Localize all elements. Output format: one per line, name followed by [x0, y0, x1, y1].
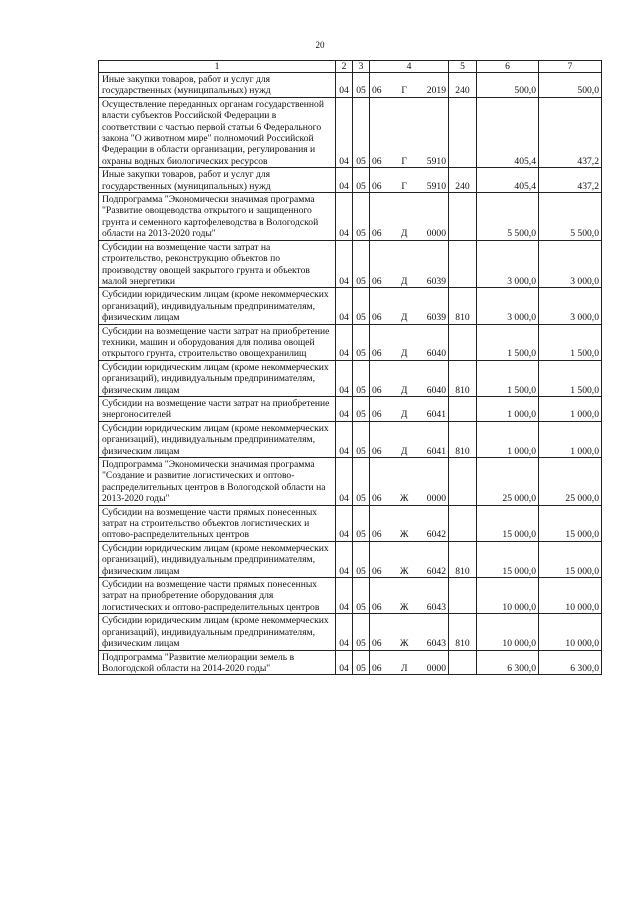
row-name-cell: Осуществление переданных органам государственной власти субъектов Российской Федерации в соответствии с частью первой статьи 6 Федерального закона "О животном мире" полномочий Российской Федерации в области организации, регулирования и охраны водных биологических ресурсов [99, 97, 336, 167]
target-article-parts [372, 181, 446, 192]
target-article-part: 6039 [426, 275, 446, 287]
target-article-cell [370, 240, 449, 288]
amount-year1-cell: 10 000,0 [477, 614, 539, 650]
amount-year2-cell: 1 000,0 [539, 396, 602, 421]
table-row [99, 505, 602, 541]
section-code-cell: 04 [336, 650, 353, 675]
target-article-part: 06 [372, 565, 382, 577]
table-row [99, 396, 602, 421]
section-code-cell: 04 [336, 505, 353, 541]
target-article-part: 06 [372, 445, 382, 457]
target-article-part: 6042 [426, 529, 446, 541]
target-article-part: Ж [399, 493, 409, 505]
amount-year1-cell: 405,4 [477, 97, 539, 167]
target-article-part: 2019 [426, 85, 446, 97]
amount-year2-cell: 1 500,0 [539, 324, 602, 360]
target-article-parts [372, 602, 446, 613]
row-name-cell: Подпрограмма "Экономически значимая программа "Развитие овощеводства открытого и защищенного грунта и семенного картофелеводства в Вологодской области на 2013-2020 годы" [99, 193, 336, 241]
expense-type-cell: 810 [449, 288, 477, 324]
amount-year1-cell: 5 500,0 [477, 193, 539, 241]
subsection-code-cell: 05 [353, 421, 370, 457]
target-article-cell [370, 193, 449, 241]
section-code-cell: 04 [336, 421, 353, 457]
amount-year2-cell: 10 000,0 [539, 578, 602, 614]
target-article-parts [372, 312, 446, 323]
header-cell: 1 [99, 61, 336, 73]
target-article-parts [372, 529, 446, 540]
target-article-cell [370, 578, 449, 614]
section-code-cell: 04 [336, 73, 353, 98]
table-row [99, 650, 602, 675]
row-name-cell: Подпрограмма "Экономически значимая программа "Создание и развитие логистических и оптово-распределительных центров в Вологодской области на 2013-2020 годы" [99, 458, 336, 506]
target-article-part: Д [400, 348, 408, 360]
target-article-parts [372, 85, 446, 96]
budget-table [98, 60, 602, 675]
target-article-parts [372, 276, 446, 287]
target-article-part: 6041 [426, 445, 446, 457]
row-name-cell: Субсидии юридическим лицам (кроме некоммерческих организаций), индивидуальным предпринимателям, физическим лицам [99, 360, 336, 396]
row-name-cell: Субсидии юридическим лицам (кроме некоммерческих организаций), индивидуальным предпринимателям, физическим лицам [99, 541, 336, 577]
target-article-part: 5910 [426, 155, 446, 167]
target-article-part: 0000 [426, 662, 446, 674]
target-article-parts [372, 566, 446, 577]
target-article-parts [372, 228, 446, 239]
target-article-cell [370, 614, 449, 650]
table-row [99, 73, 602, 98]
amount-year1-cell: 500,0 [477, 73, 539, 98]
table-row [99, 193, 602, 241]
target-article-part: 6043 [426, 638, 446, 650]
target-article-cell [370, 650, 449, 675]
target-article-part: 0000 [426, 493, 446, 505]
section-code-cell: 04 [336, 97, 353, 167]
target-article-part: 6040 [426, 384, 446, 396]
target-article-part: 6039 [426, 312, 446, 324]
amount-year1-cell: 25 000,0 [477, 458, 539, 506]
row-name-cell: Субсидии на возмещение части затрат на приобретение техники, машин и оборудования для полива овощей открытого грунта, строительство овощехранилищ [99, 324, 336, 360]
row-name-cell: Субсидии юридическим лицам (кроме некоммерческих организаций), индивидуальным предпринимателям, физическим лицам [99, 614, 336, 650]
target-article-part: 06 [372, 228, 382, 240]
row-name-cell: Субсидии на возмещение части прямых понесенных затрат на приобретение оборудования для логистических и оптово-распределительных центров [99, 578, 336, 614]
subsection-code-cell: 05 [353, 360, 370, 396]
table-row [99, 360, 602, 396]
target-article-part: 5910 [426, 180, 446, 192]
amount-year2-cell: 437,2 [539, 97, 602, 167]
target-article-part: Ж [399, 601, 409, 613]
target-article-cell [370, 73, 449, 98]
target-article-part: 06 [372, 409, 382, 421]
row-name-cell: Субсидии на возмещение части затрат на строительство, реконструкцию объектов по производству овощей закрытого грунта и объектов малой энергетики [99, 240, 336, 288]
target-article-cell [370, 360, 449, 396]
amount-year1-cell: 10 000,0 [477, 578, 539, 614]
target-article-part: Д [400, 384, 408, 396]
expense-type-cell [449, 97, 477, 167]
expense-type-cell [449, 505, 477, 541]
target-article-part: Д [400, 275, 408, 287]
row-name-cell: Субсидии юридическим лицам (кроме некоммерческих организаций), индивидуальным предпринимателям, физическим лицам [99, 288, 336, 324]
section-code-cell: 04 [336, 240, 353, 288]
section-code-cell: 04 [336, 578, 353, 614]
target-article-part: Д [400, 228, 408, 240]
expense-type-cell: 240 [449, 73, 477, 98]
row-name-cell: Субсидии на возмещение части прямых понесенных затрат на строительство объектов логистических и оптово-распределительных центров [99, 505, 336, 541]
expense-type-cell: 810 [449, 614, 477, 650]
table-row [99, 458, 602, 506]
target-article-cell [370, 168, 449, 193]
table-row [99, 541, 602, 577]
amount-year1-cell: 1 500,0 [477, 360, 539, 396]
target-article-part: Ж [399, 638, 409, 650]
target-article-part: 06 [372, 155, 382, 167]
expense-type-cell [449, 458, 477, 506]
subsection-code-cell: 05 [353, 396, 370, 421]
subsection-code-cell: 05 [353, 578, 370, 614]
target-article-part: 06 [372, 601, 382, 613]
expense-type-cell [449, 578, 477, 614]
subsection-code-cell: 05 [353, 193, 370, 241]
table-row [99, 614, 602, 650]
target-article-cell [370, 541, 449, 577]
expense-type-cell: 240 [449, 168, 477, 193]
amount-year1-cell: 1 000,0 [477, 421, 539, 457]
section-code-cell: 04 [336, 396, 353, 421]
section-code-cell: 04 [336, 193, 353, 241]
amount-year2-cell: 15 000,0 [539, 505, 602, 541]
target-article-cell [370, 505, 449, 541]
target-article-parts [372, 385, 446, 396]
amount-year1-cell: 3 000,0 [477, 240, 539, 288]
expense-type-cell [449, 240, 477, 288]
table-row [99, 168, 602, 193]
amount-year1-cell: 15 000,0 [477, 541, 539, 577]
target-article-part: 0000 [426, 228, 446, 240]
target-article-cell [370, 421, 449, 457]
section-code-cell: 04 [336, 458, 353, 506]
row-name-cell: Субсидии на возмещение части затрат на приобретение энергоносителей [99, 396, 336, 421]
target-article-part: Д [400, 409, 408, 421]
amount-year2-cell: 25 000,0 [539, 458, 602, 506]
target-article-part: Г [401, 155, 407, 167]
target-article-part: 6040 [426, 348, 446, 360]
row-name-cell: Иные закупки товаров, работ и услуг для государственных (муниципальных) нужд [99, 73, 336, 98]
target-article-part: Г [401, 85, 407, 97]
expense-type-cell: 810 [449, 421, 477, 457]
target-article-part: 06 [372, 348, 382, 360]
amount-year2-cell: 500,0 [539, 73, 602, 98]
row-name-cell: Подпрограмма "Развитие мелиорации земель в Вологодской области на 2014-2020 годы" [99, 650, 336, 675]
amount-year1-cell: 6 300,0 [477, 650, 539, 675]
section-code-cell: 04 [336, 288, 353, 324]
target-article-cell [370, 396, 449, 421]
amount-year1-cell: 15 000,0 [477, 505, 539, 541]
target-article-part: 06 [372, 493, 382, 505]
subsection-code-cell: 05 [353, 541, 370, 577]
target-article-part: Г [401, 180, 407, 192]
expense-type-cell: 810 [449, 360, 477, 396]
header-cell: 6 [477, 61, 539, 73]
amount-year1-cell: 1 500,0 [477, 324, 539, 360]
target-article-part: 6041 [426, 409, 446, 421]
table-row [99, 240, 602, 288]
row-name-cell: Иные закупки товаров, работ и услуг для государственных (муниципальных) нужд [99, 168, 336, 193]
target-article-cell [370, 288, 449, 324]
target-article-part: 6043 [426, 601, 446, 613]
target-article-parts [372, 409, 446, 420]
target-article-part: 06 [372, 312, 382, 324]
subsection-code-cell: 05 [353, 240, 370, 288]
header-cell: 7 [539, 61, 602, 73]
section-code-cell: 04 [336, 614, 353, 650]
page-number: 20 [315, 40, 325, 50]
target-article-part: 06 [372, 180, 382, 192]
target-article-part: Ж [399, 529, 409, 541]
target-article-cell [370, 458, 449, 506]
target-article-part: 06 [372, 638, 382, 650]
amount-year2-cell: 437,2 [539, 168, 602, 193]
amount-year2-cell: 1 000,0 [539, 421, 602, 457]
subsection-code-cell: 05 [353, 614, 370, 650]
target-article-parts [372, 348, 446, 359]
table-row [99, 578, 602, 614]
row-name-cell: Субсидии юридическим лицам (кроме некоммерческих организаций), индивидуальным предпринимателям, физическим лицам [99, 421, 336, 457]
section-code-cell: 04 [336, 168, 353, 193]
subsection-code-cell: 05 [353, 650, 370, 675]
subsection-code-cell: 05 [353, 288, 370, 324]
expense-type-cell: 810 [449, 541, 477, 577]
table-row [99, 324, 602, 360]
amount-year2-cell: 10 000,0 [539, 614, 602, 650]
target-article-parts [372, 493, 446, 504]
subsection-code-cell: 05 [353, 458, 370, 506]
section-code-cell: 04 [336, 541, 353, 577]
amount-year2-cell: 1 500,0 [539, 360, 602, 396]
target-article-part: 06 [372, 529, 382, 541]
amount-year2-cell: 3 000,0 [539, 288, 602, 324]
target-article-cell [370, 324, 449, 360]
table-row [99, 421, 602, 457]
section-code-cell: 04 [336, 324, 353, 360]
target-article-parts [372, 446, 446, 457]
amount-year2-cell: 15 000,0 [539, 541, 602, 577]
subsection-code-cell: 05 [353, 505, 370, 541]
target-article-part: Л [400, 662, 408, 674]
table-row [99, 288, 602, 324]
amount-year1-cell: 405,4 [477, 168, 539, 193]
amount-year2-cell: 6 300,0 [539, 650, 602, 675]
amount-year2-cell: 3 000,0 [539, 240, 602, 288]
target-article-parts [372, 638, 446, 649]
header-row [99, 61, 602, 73]
target-article-parts [372, 663, 446, 674]
amount-year1-cell: 1 000,0 [477, 396, 539, 421]
subsection-code-cell: 05 [353, 73, 370, 98]
target-article-part: 06 [372, 275, 382, 287]
target-article-part: 06 [372, 662, 382, 674]
target-article-cell [370, 97, 449, 167]
section-code-cell: 04 [336, 360, 353, 396]
subsection-code-cell: 05 [353, 97, 370, 167]
header-cell: 2 [336, 61, 353, 73]
target-article-part: 06 [372, 85, 382, 97]
subsection-code-cell: 05 [353, 168, 370, 193]
table-row [99, 97, 602, 167]
expense-type-cell [449, 324, 477, 360]
expense-type-cell [449, 650, 477, 675]
amount-year2-cell: 5 500,0 [539, 193, 602, 241]
expense-type-cell [449, 396, 477, 421]
subsection-code-cell: 05 [353, 324, 370, 360]
target-article-part: Д [400, 312, 408, 324]
target-article-part: 6042 [426, 565, 446, 577]
header-cell: 3 [353, 61, 370, 73]
target-article-part: 06 [372, 384, 382, 396]
header-cell: 4 [370, 61, 449, 73]
amount-year1-cell: 3 000,0 [477, 288, 539, 324]
target-article-parts [372, 156, 446, 167]
expense-type-cell [449, 193, 477, 241]
target-article-part: Ж [399, 565, 409, 577]
target-article-part: Д [400, 445, 408, 457]
header-cell: 5 [449, 61, 477, 73]
